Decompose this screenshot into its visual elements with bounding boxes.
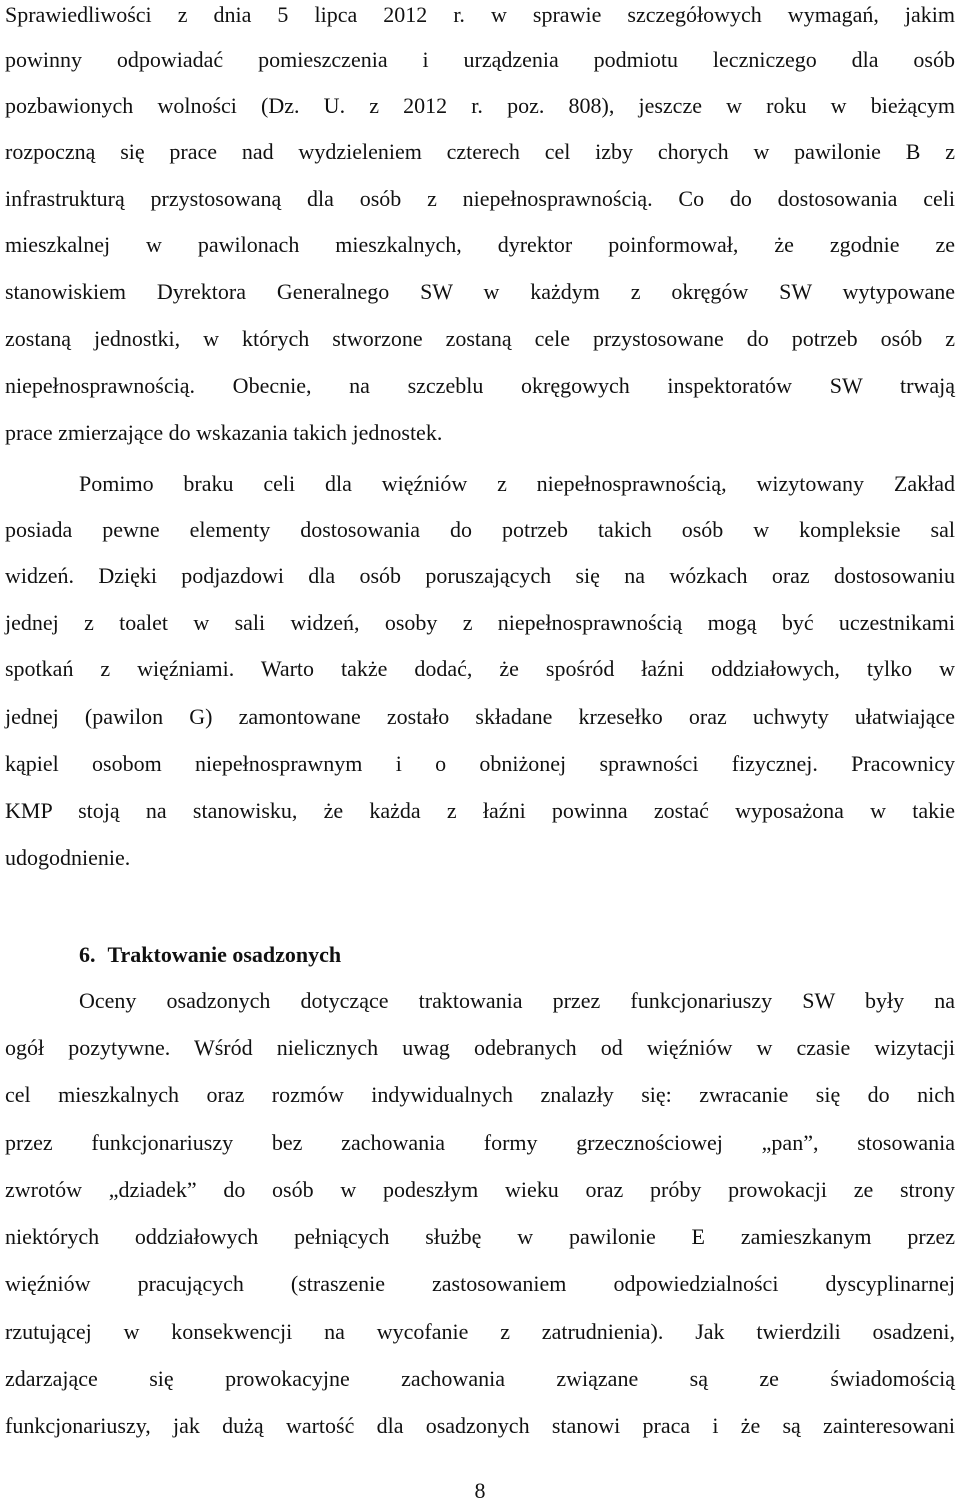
text-line: rzutującej w konsekwencji na wycofanie z zatrudnienia). Jak twierdzili osadzeni, [5,1319,955,1344]
text-line: pozbawionych wolności (Dz. U. z 2012 r. poz. 808), jeszcze w roku w bieżącym [5,93,955,118]
text-line: Oceny osadzonych dotyczące traktowania przez funkcjonariuszy SW były na [79,988,955,1013]
text-line: spotkań z więźniami. Warto także dodać, że spośród łaźni oddziałowych, tylko w [5,656,955,681]
text-line: KMP stoją na stanowisku, że każda z łaźni powinna zostać wyposażona w takie [5,798,955,823]
text-line: widzeń. Dzięki podjazdowi dla osób poruszających się na wózkach oraz dostosowaniu [5,563,955,588]
page-number: 8 [474,1478,486,1503]
text-line: kąpiel osobom niepełnosprawnym i o obniżonej sprawności fizycznej. Pracownicy [5,751,955,776]
section-title: Traktowanie osadzonych [107,942,342,967]
text-line: Pomimo braku celi dla więźniów z niepełnosprawnością, wizytowany Zakład [79,471,955,496]
text-line: funkcjonariuszy, jak dużą wartość dla osadzonych stanowi praca i że są zainteresowani [5,1413,955,1438]
text-line: niepełnosprawnością. Obecnie, na szczeblu okręgowych inspektoratów SW trwają [5,373,955,398]
section-heading [79,940,579,970]
text-line: niektórych oddziałowych pełniących służbę w pawilonie E zamieszkanym przez [5,1224,955,1249]
text-line: zdarzające się prowokacyjne zachowania związane są ze świadomością [5,1366,955,1391]
text-line: prace zmierzające do wskazania takich jednostek. [5,420,443,445]
text-line: stanowiskiem Dyrektora Generalnego SW w każdym z okręgów SW wytypowane [5,279,955,304]
text-line: powinny odpowiadać pomieszczenia i urządzenia podmiotu leczniczego dla osób [5,47,955,72]
text-line: jednej (pawilon G) zamontowane zostało składane krzesełko oraz uchwyty ułatwiające [5,704,955,729]
text-line: cel mieszkalnych oraz rozmów indywidualnych znalazły się: zwracanie się do nich [5,1082,955,1107]
text-line: przez funkcjonariuszy bez zachowania formy grzecznościowej „pan”, stosowania [5,1130,955,1155]
text-line: infrastrukturą przystosowaną dla osób z niepełnosprawnością. Co do dostosowania celi [5,186,955,211]
text-line: więźniów pracujących (straszenie zastosowaniem odpowiedzialności dyscyplinarnej [5,1271,955,1296]
text-line: ogół pozytywne. Wśród nielicznych uwag odebranych od więźniów w czasie wizytacji [5,1035,955,1060]
text-line: mieszkalnej w pawilonach mieszkalnych, dyrektor poinformował, że zgodnie ze [5,232,955,257]
text-line: zostaną jednostki, w których stworzone zostaną cele przystosowane do potrzeb osób z [5,326,955,351]
text-line: udogodnienie. [5,845,131,870]
text-line: rozpoczną się prace nad wydzieleniem czterech cel izby chorych w pawilonie B z [5,139,955,164]
text-line: jednej z toalet w sali widzeń, osoby z niepełnosprawnością mogą być uczestnikami [5,610,955,635]
text-line: Sprawiedliwości z dnia 5 lipca 2012 r. w sprawie szczegółowych wymagań, jakim [5,2,955,27]
text-line: zwrotów „dziadek” do osób w podeszłym wieku oraz próby prowokacji ze strony [5,1177,955,1202]
text-line: posiada pewne elementy dostosowania do potrzeb takich osób w kompleksie sal [5,517,955,542]
section-number: 6. [79,942,96,967]
